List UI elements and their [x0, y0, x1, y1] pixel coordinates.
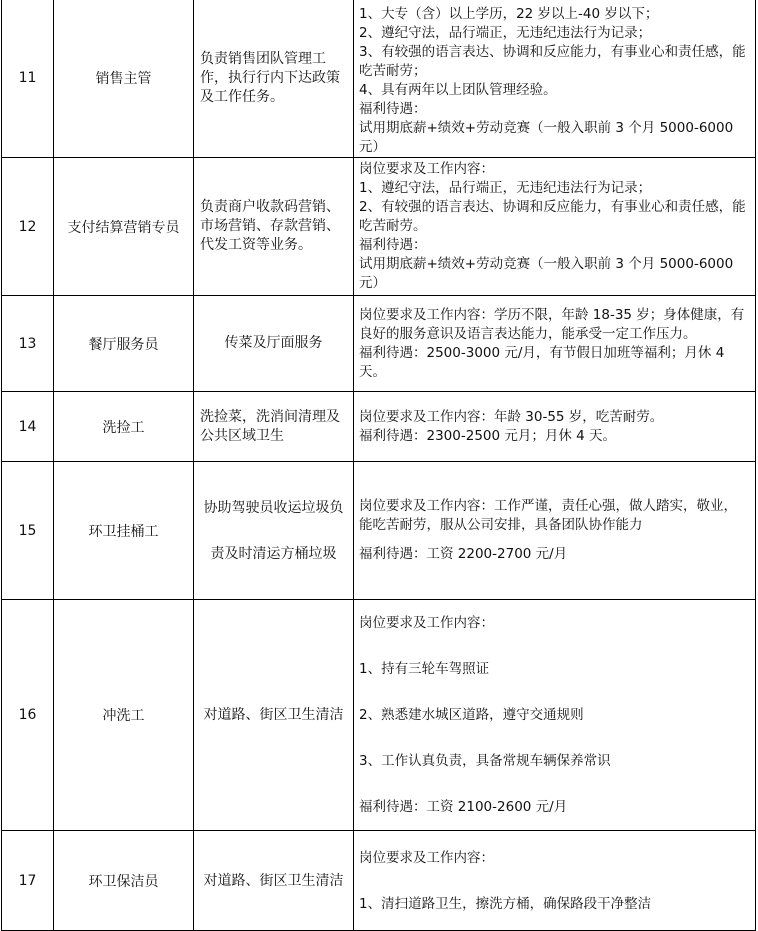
table-row — [2, 296, 756, 392]
benefits-text: 试用期底薪+绩效+劳动竞赛（一般入职前 3 个月 5000-6000 元） — [359, 256, 734, 291]
job-requirements — [354, 158, 756, 296]
job-title: 冲洗工 — [54, 600, 194, 831]
requirement-line: 1、持有三轮车驾照证 — [359, 661, 490, 677]
job-duties: 洗捡菜，洗消间清理及公共区域卫生 — [194, 392, 354, 462]
table-row — [2, 831, 756, 931]
row-number: 15 — [2, 462, 54, 600]
requirement-line: 岗位要求及工作内容： — [359, 615, 494, 631]
row-number: 16 — [2, 600, 54, 831]
requirement-line: 4、具有两年以上团队管理经验。 — [359, 82, 557, 98]
requirement-line: 1、大专（含）以上学历，22 岁以上-40 岁以下； — [359, 6, 659, 22]
requirement-line: 岗位要求及工作内容： — [359, 161, 494, 177]
row-number: 12 — [2, 158, 54, 296]
requirement-line: 岗位要求及工作内容：年龄 30-55 岁，吃苦耐劳。 — [359, 408, 664, 425]
table-row — [2, 462, 756, 600]
requirement-line: 1、遵纪守法，品行端正，无违纪违法行为记录； — [359, 180, 652, 196]
row-number: 13 — [2, 296, 54, 392]
table-row — [2, 392, 756, 462]
job-duties: 负责商户收款码营销、市场营销、存款营销、代发工资等业务。 — [194, 158, 354, 296]
table-row — [2, 0, 756, 158]
job-duties: 协助驾驶员收运垃圾负责及时清运方桶垃圾 — [194, 462, 354, 600]
requirement-line: 2、熟悉建水城区道路，遵守交通规则 — [359, 707, 584, 723]
job-requirements — [354, 0, 756, 158]
benefits-label: 福利待遇： — [359, 237, 427, 253]
job-duties: 对道路、街区卫生清洁 — [194, 831, 354, 931]
table-row — [2, 158, 756, 296]
job-requirements — [354, 831, 756, 931]
benefits-text: 福利待遇：工资 2100-2600 元/月 — [359, 799, 568, 815]
job-duties: 负责销售团队管理工作，执行行内下达政策及工作任务。 — [194, 0, 354, 158]
row-number: 17 — [2, 831, 54, 931]
job-title: 环卫保洁员 — [54, 831, 194, 931]
requirement-line: 岗位要求及工作内容：学历不限，年龄 18-35 岁；身体健康，有良好的服务意识及语言表达能力，能承受一定工作压力。 — [359, 306, 745, 342]
requirement-line: 岗位要求及工作内容： — [359, 849, 494, 866]
requirement-line: 2、有较强的语言表达、协调和反应能力，有事业心和责任感，能吃苦耐劳。 — [359, 199, 746, 234]
job-requirements — [354, 600, 756, 831]
requirement-line: 1、清扫道路卫生，擦洗方桶，确保路段干净整洁 — [359, 895, 652, 912]
requirement-line: 岗位要求及工作内容：工作严谨，责任心强，做人踏实，敬业，能吃苦耐劳，服从公司安排，具备团队协作能力 — [359, 498, 737, 533]
job-duties: 传菜及厅面服务 — [194, 296, 354, 392]
benefits-text: 福利待遇：2300-2500 元月；月休 4 天。 — [359, 427, 617, 444]
job-requirements — [354, 392, 756, 462]
requirement-line: 3、工作认真负责，具备常规车辆保养常识 — [359, 753, 611, 769]
job-duties: 对道路、街区卫生清洁 — [194, 600, 354, 831]
row-number: 11 — [2, 0, 54, 158]
job-requirements — [354, 462, 756, 600]
job-title: 餐厅服务员 — [54, 296, 194, 392]
job-title: 销售主管 — [54, 0, 194, 158]
row-number: 14 — [2, 392, 54, 462]
job-table — [1, 0, 756, 931]
job-title: 洗捡工 — [54, 392, 194, 462]
job-title: 支付结算营销专员 — [54, 158, 194, 296]
requirement-line: 2、遵纪守法，品行端正，无违纪违法行为记录； — [359, 25, 652, 41]
job-title: 环卫挂桶工 — [54, 462, 194, 600]
job-requirements — [354, 296, 756, 392]
benefits-text: 试用期底薪+绩效+劳动竞赛（一般入职前 3 个月 5000-6000 元） — [359, 120, 734, 155]
benefits-text: 福利待遇：工资 2200-2700 元/月 — [359, 546, 568, 562]
table-row — [2, 600, 756, 831]
benefits-label: 福利待遇： — [359, 101, 427, 117]
requirement-line: 3、有较强的语言表达、协调和反应能力，有事业心和责任感，能吃苦耐劳； — [359, 44, 746, 79]
benefits-text: 福利待遇：2500-3000 元/月，有节假日加班等福利；月休 4 天。 — [359, 344, 725, 380]
